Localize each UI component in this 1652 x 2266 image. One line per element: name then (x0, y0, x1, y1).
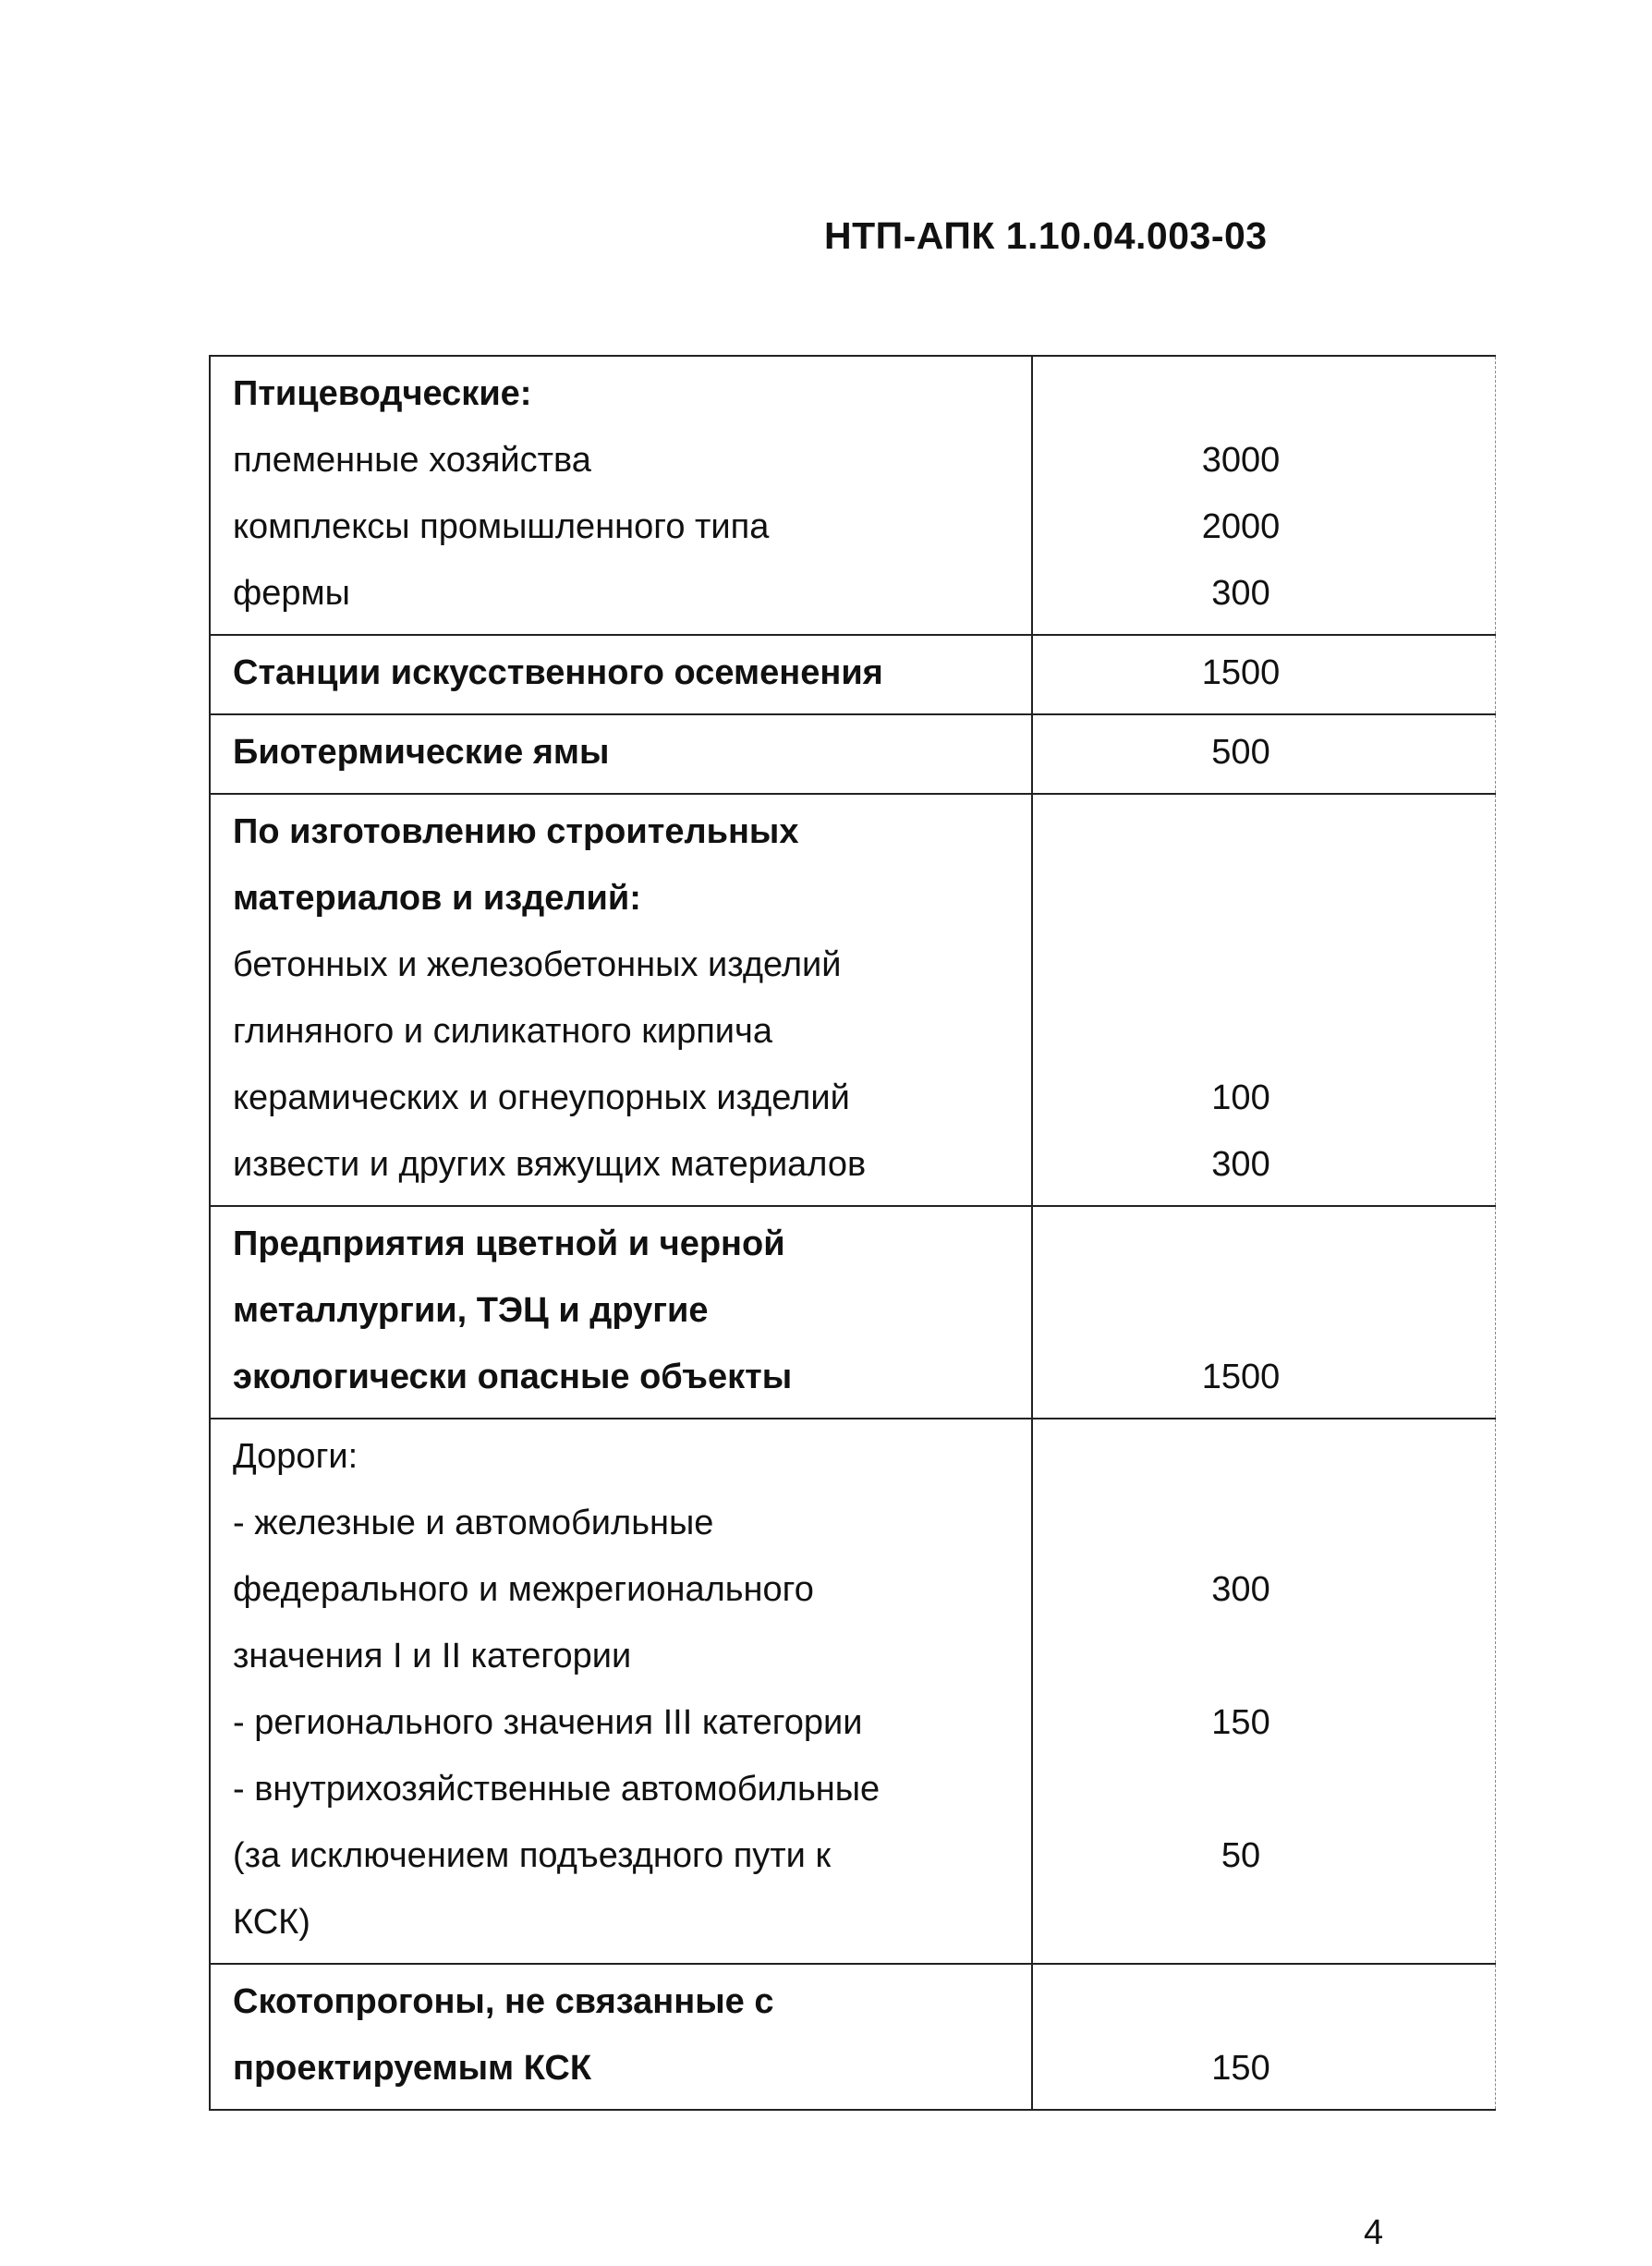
distance-value-cell (1032, 356, 1496, 635)
distance-value-cell (1032, 794, 1496, 1206)
document-code: НТП-АПК 1.10.04.003-03 (824, 214, 1268, 257)
object-type-line: значения I и II категории (233, 1637, 632, 1675)
object-type-line: По изготовлению строительных (233, 812, 799, 851)
object-type-cell (210, 1419, 1032, 1964)
table-row (210, 1419, 1496, 1964)
distance-value: 1500 (1201, 1358, 1281, 1396)
distance-value: 150 (1211, 2049, 1270, 2088)
table-row (210, 1964, 1496, 2110)
object-type-cell (210, 635, 1032, 714)
table-row (210, 635, 1496, 714)
object-type-line: - регионального значения III категории (233, 1703, 863, 1742)
object-type-line: экологически опасные объекты (233, 1358, 793, 1396)
distance-value: 300 (1211, 1570, 1270, 1609)
distance-value-cell (1032, 635, 1496, 714)
object-type-line: федерального и межрегионального (233, 1570, 814, 1609)
table-row (210, 714, 1496, 794)
distance-value: 3000 (1201, 441, 1281, 480)
distance-value (1033, 1490, 1495, 1556)
object-type-line: (за исключением подъездного пути к (233, 1836, 832, 1875)
object-type-line: извести и других вяжущих материалов (233, 1145, 867, 1184)
object-type-line: КСК) (233, 1903, 310, 1942)
object-type-cell (210, 356, 1032, 635)
object-type-cell (210, 794, 1032, 1206)
distance-value: 300 (1211, 574, 1270, 613)
object-type-line: Предприятия цветной и черной (233, 1224, 785, 1263)
object-type-line: проектируемым КСК (233, 2049, 592, 2088)
distance-value-cell (1032, 1206, 1496, 1419)
object-type-cell (210, 714, 1032, 794)
object-type-line: керамических и огнеупорных изделий (233, 1078, 850, 1117)
distance-value (1033, 1423, 1495, 1490)
object-type-line: бетонных и железобетонных изделий (233, 945, 842, 984)
table-row (210, 356, 1496, 635)
object-type-line: - внутрихозяйственные автомобильные (233, 1770, 881, 1809)
distance-table (209, 355, 1496, 2111)
object-type-line: материалов и изделий: (233, 879, 641, 918)
table-row (210, 794, 1496, 1206)
distance-value (1033, 798, 1495, 865)
distance-value (1033, 360, 1495, 427)
object-type-line: племенные хозяйства (233, 441, 591, 480)
distance-value-cell (1032, 1419, 1496, 1964)
object-type-line: глиняного и силикатного кирпича (233, 1012, 772, 1051)
distance-value: 1500 (1201, 653, 1281, 692)
distance-value (1033, 1623, 1495, 1689)
object-type-line: Биотермические ямы (233, 733, 610, 772)
object-type-line: Станции искусственного осеменения (233, 653, 883, 692)
object-type-cell (210, 1964, 1032, 2110)
distance-value (1033, 1968, 1495, 2035)
page-number: 4 (1364, 2213, 1384, 2252)
table-row (210, 1206, 1496, 1419)
distance-value (1033, 998, 1495, 1065)
distance-value: 50 (1221, 1836, 1261, 1875)
object-type-line: - железные и автомобильные (233, 1504, 714, 1542)
object-type-line: Птицеводческие: (233, 374, 532, 413)
distance-value: 300 (1211, 1145, 1270, 1184)
distance-value (1033, 932, 1495, 998)
distance-value (1033, 1277, 1495, 1344)
distance-value (1033, 1211, 1495, 1277)
object-type-line: фермы (233, 574, 350, 613)
distance-value: 500 (1211, 733, 1270, 772)
object-type-line: комплексы промышленного типа (233, 507, 770, 546)
distance-value-cell (1032, 1964, 1496, 2110)
object-type-line: Скотопрогоны, не связанные с (233, 1982, 774, 2021)
distance-value (1033, 1889, 1495, 1955)
table-body (210, 356, 1496, 2110)
distance-value: 2000 (1201, 507, 1281, 546)
object-type-line: Дороги: (233, 1437, 358, 1476)
distance-value: 100 (1211, 1078, 1270, 1117)
distance-value (1033, 865, 1495, 932)
distance-value: 150 (1211, 1703, 1270, 1742)
object-type-line: металлургии, ТЭЦ и другие (233, 1291, 709, 1330)
distance-value-cell (1032, 714, 1496, 794)
object-type-cell (210, 1206, 1032, 1419)
distance-value (1033, 1756, 1495, 1822)
